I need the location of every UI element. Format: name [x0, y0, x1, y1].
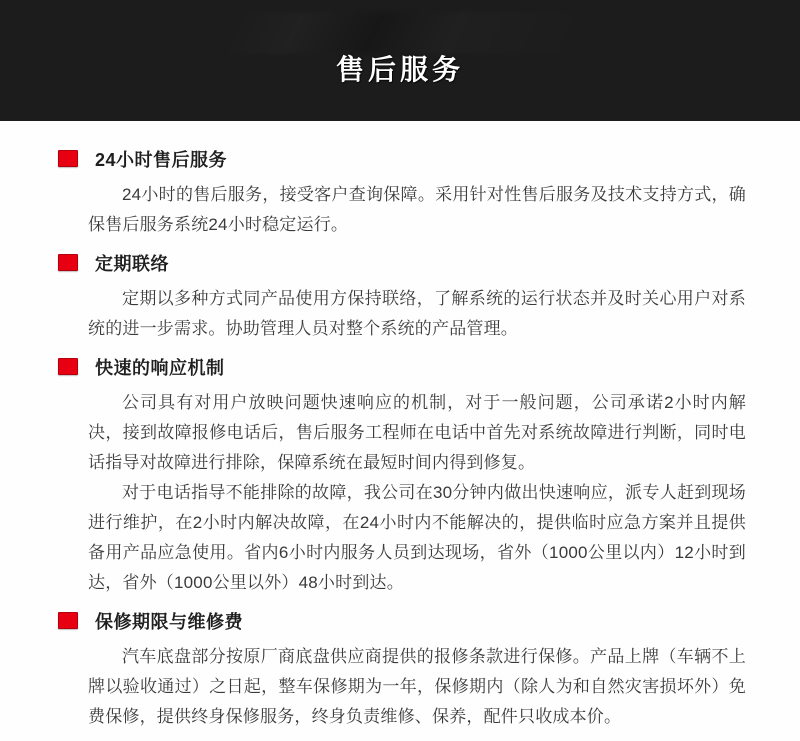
section-paragraphs [88, 642, 746, 732]
service-section [58, 355, 746, 598]
section-header-row [58, 609, 746, 635]
page-title: 售后服务 [335, 54, 464, 85]
section-heading: 定期联络 [95, 254, 169, 274]
paragraph: 公司具有对用户放映问题快速响应的机制，对于一般问题，公司承诺2小时内解决，接到故障报修电话后，售后服务工程师在电话中首先对系统故障进行判断，同时电话指导对故障进行排除，保障系统在最短时间内得到修复。 [88, 393, 746, 472]
section-header-row [58, 355, 746, 381]
section-paragraphs [88, 180, 746, 240]
section-heading: 保修期限与维修费 [95, 612, 243, 632]
content [0, 121, 800, 732]
section-header-row [58, 251, 746, 277]
service-section [58, 251, 746, 344]
red-square-bullet-icon [58, 358, 78, 375]
section-paragraphs [88, 284, 746, 344]
section-header-row [58, 147, 746, 173]
red-square-bullet-icon [58, 150, 78, 167]
paragraph: 24小时的售后服务，接受客户查询保障。采用针对性售后服务及技术支持方式，确保售后服务系统24小时稳定运行。 [88, 185, 746, 234]
paragraph: 汽车底盘部分按原厂商底盘供应商提供的报修条款进行保修。产品上牌（车辆不上牌以验收通过）之日起，整车保修期为一年，保修期内（除人为和自然灾害损坏外）免费保修，提供终身保修服务，终身负责维修、保养，配件只收成本价。 [88, 647, 746, 726]
service-section [58, 609, 746, 732]
red-square-bullet-icon [58, 254, 78, 271]
watermark [223, 12, 597, 54]
section-paragraphs [88, 388, 746, 598]
paragraph: 对于电话指导不能排除的故障，我公司在30分钟内做出快速响应，派专人赶到现场进行维护，在2小时内解决故障，在24小时内不能解决的，提供临时应急方案并且提供备用产品应急使用。省内6小时内服务人员到达现场，省外（1000公里以内）12小时到达，省外（1000公里以外）48小时到达。 [88, 483, 746, 592]
page-header [0, 0, 800, 121]
section-heading: 快速的响应机制 [95, 358, 225, 378]
paragraph: 定期以多种方式同产品使用方保持联络，了解系统的运行状态并及时关心用户对系统的进一步需求。协助管理人员对整个系统的产品管理。 [88, 289, 746, 338]
service-section [58, 147, 746, 240]
red-square-bullet-icon [58, 612, 78, 629]
section-heading: 24小时售后服务 [95, 150, 228, 170]
